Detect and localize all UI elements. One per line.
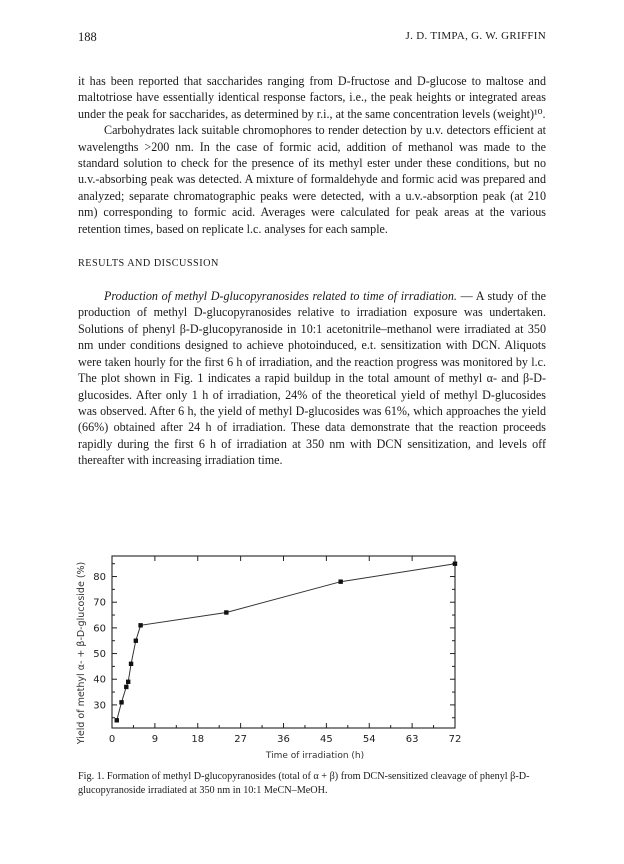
y-tick-label: 70 (93, 597, 106, 609)
caption-label: Fig. 1. (78, 771, 105, 782)
paragraph-3-run-in-title: Production of methyl D-glucopyranosides related to time of irradiation. (104, 289, 457, 304)
y-tick-label: 50 (93, 649, 106, 661)
x-tick-label: 54 (362, 734, 376, 745)
data-point (338, 579, 342, 583)
page-number: 188 (78, 30, 97, 44)
figure-1 (72, 548, 552, 766)
body-text (78, 73, 546, 469)
paragraph-2: Carbohydrates lack suitable chromophores to render detection by u.v. detectors efficient at wavelengths >200 nm. In the case of formic acid, addition of methanol was made to the standard solution to check for the presence of its methyl ester under these conditions, but no u.v.-absorbing peak was detected. A mixture of formaldehyde and formic acid was prepared and analyzed; separate chromatographic peaks were detected, with a u.v.-absorption peak (at 210 nm) corresponding to formic acid. Averages were calculated for peak areas at the various retention times, based on replicate l.c. analyses for each sample. (78, 123, 546, 236)
y-tick-label: 60 (93, 623, 106, 635)
page-header (78, 30, 546, 46)
caption-text: Formation of methyl D-glucopyranosides (total of α + β) from DCN-sensitized cleavage of phenyl β-D-glucopyranoside irradiated at 350 nm in 10:1 MeCN–MeOH. (78, 771, 530, 796)
yield-vs-time-chart (72, 548, 552, 766)
data-point (119, 700, 123, 704)
section-heading: RESULTS AND DISCUSSION (78, 258, 219, 270)
x-tick-label: 36 (277, 734, 290, 745)
x-tick-label: 9 (151, 734, 159, 745)
paragraph-3 (78, 288, 546, 468)
data-point (138, 623, 142, 627)
y-tick-label: 30 (93, 700, 106, 712)
plot-frame (112, 556, 455, 728)
y-tick-label: 80 (93, 572, 106, 584)
y-axis-label: Yield of methyl α- + β-D-glucoside (%) (76, 561, 87, 745)
data-point (115, 718, 119, 722)
x-axis-label: Time of irradiation (h) (265, 751, 365, 761)
x-tick-label: 18 (191, 734, 205, 745)
figure-caption (78, 770, 546, 798)
data-point (134, 639, 138, 643)
yield-curve (117, 564, 455, 721)
running-head: J. D. TIMPA, G. W. GRIFFIN (405, 30, 546, 42)
x-tick-label: 45 (320, 734, 333, 745)
x-tick-label: 27 (234, 734, 247, 745)
x-tick-label: 72 (448, 734, 462, 745)
data-point (124, 685, 128, 689)
data-point (224, 610, 228, 614)
y-tick-label: 40 (93, 674, 106, 686)
paragraph-1: it has been reported that saccharides ranging from D-fructose and D-glucose to maltose and maltotriose have essentially identical response factors, i.e., the peak heights or integrated areas under the peak for saccharides, as determined by r.i., at the same concentration levels (weight)¹⁰. (78, 74, 546, 121)
x-tick-label: 63 (405, 734, 419, 745)
paragraph-3-text: — A study of the production of methyl D-glucopyranosides relative to irradiation exposure was undertaken. Solutions of phenyl β-D-glucopyranoside in 10:1 acetonitrile–methanol were irradiated at 350 nm under conditions designed to achieve photoinduced, e.t. sensitization with DCN. Aliquots were taken hourly for the first 6 h of irradiation, and the reaction progress was monitored by l.c. The plot shown in Fig. 1 indicates a rapid buildup in the total amount of methyl α- and β-D-glucosides. After only 1 h of irradiation, 24% of the theoretical yield of methyl D-glucosides was observed. After 6 h, the yield of methyl D-glucosides was 61%, which approaches the yield (66%) obtained after 24 h of irradiation. These data demonstrate that the reaction proceeds rapidly during the first 6 h of irradiation at 350 nm with DCN sensitization, and levels off thereafter with increasing irradiation time. (78, 289, 546, 468)
x-tick-label: 0 (108, 734, 116, 745)
data-point (126, 680, 130, 684)
data-point (453, 562, 457, 566)
data-point (129, 662, 133, 666)
